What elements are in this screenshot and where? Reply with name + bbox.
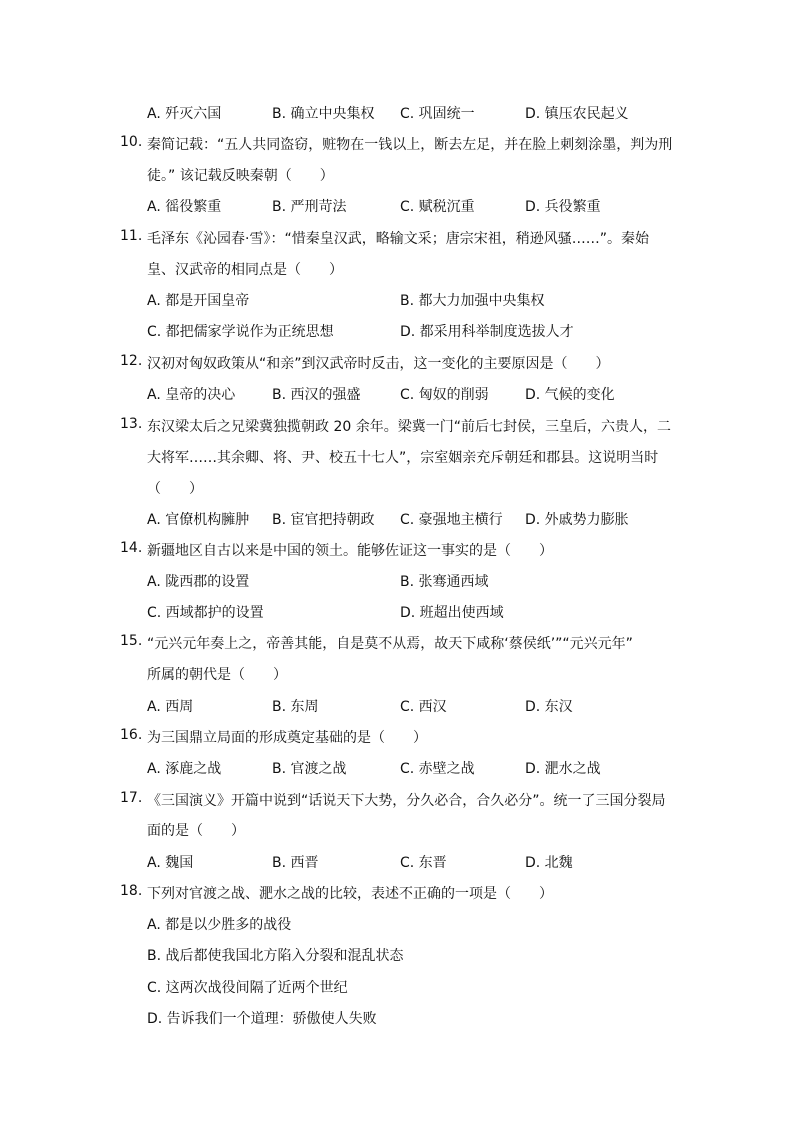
q17-number: 17.: [120, 790, 143, 806]
q16-text-line-1: 为三国鼎立局面的形成奠定基础的是（ ）: [147, 730, 427, 746]
q16-number: 16.: [120, 727, 143, 743]
q12-number: 12.: [120, 353, 143, 369]
q9-option-c: C. 巩固统一: [400, 106, 475, 122]
q12-option-b: B. 西汉的强盛: [272, 387, 361, 403]
q18-option-b: B. 战后都使我国北方陷入分裂和混乱状态: [147, 948, 404, 964]
q11-text-line-2: 皇、汉武帝的相同点是（ ）: [147, 262, 343, 278]
q13-text-line-2: 大将军……其余卿、将、尹、校五十七人”，宗室姻亲充斥朝廷和郡县。这说明当时: [147, 450, 659, 466]
q17-option-d: D. 北魏: [525, 855, 573, 871]
q9-option-b: B. 确立中央集权: [272, 106, 375, 122]
q10-number: 10.: [120, 134, 143, 150]
q15-option-a: A. 西周: [147, 699, 194, 715]
q9-option-a: A. 歼灭六国: [147, 106, 222, 122]
q17-option-c: C. 东晋: [400, 855, 447, 871]
q12-option-a: A. 皇帝的决心: [147, 387, 236, 403]
q13-option-d: D. 外戚势力膨胀: [525, 512, 629, 528]
q17-option-a: A. 魏国: [147, 855, 194, 871]
q12-text-line-1: 汉初对匈奴政策从“和亲”到汉武帝时反击，这一变化的主要原因是（ ）: [147, 356, 610, 372]
q15-number: 15.: [120, 633, 143, 649]
q14-option-d: D. 班超出使西域: [400, 605, 504, 621]
q11-option-a: A. 都是开国皇帝: [147, 293, 250, 309]
q10-text-line-1: 秦简记载：“五人共同盗窃，赃物在一钱以上，断去左足，并在脸上刺刻涂墨，判为刑: [147, 137, 673, 153]
q16-option-c: C. 赤壁之战: [400, 761, 475, 777]
q9-option-d: D. 镇压农民起义: [525, 106, 629, 122]
q15-option-c: C. 西汉: [400, 699, 447, 715]
q11-option-d: D. 都采用科举制度选拔人才: [400, 324, 574, 340]
q13-number: 13.: [120, 416, 143, 432]
q11-text-line-1: 毛泽东《沁园春·雪》：“惜秦皇汉武，略输文采；唐宗宋祖，稍逊风骚……”。秦始: [147, 231, 649, 247]
q12-option-c: C. 匈奴的削弱: [400, 387, 489, 403]
q16-option-d: D. 淝水之战: [525, 761, 601, 777]
q18-option-c: C. 这两次战役间隔了近两个世纪: [147, 980, 348, 996]
q14-number: 14.: [120, 540, 143, 556]
q11-option-b: B. 都大力加强中央集权: [400, 293, 545, 309]
q18-number: 18.: [120, 883, 143, 899]
q18-text-line-1: 下列对官渡之战、淝水之战的比较，表述不正确的一项是（ ）: [147, 886, 553, 902]
q10-option-b: B. 严刑苛法: [272, 199, 347, 215]
q10-text-line-2: 徒。” 该记载反映秦朝（ ）: [147, 168, 334, 184]
q15-text-line-2: 所属的朝代是（ ）: [147, 667, 287, 683]
q18-option-d: D. 告诉我们一个道理：骄傲使人失败: [147, 1011, 377, 1027]
q13-option-c: C. 豪强地主横行: [400, 512, 503, 528]
q15-text-line-1: “元兴元年奏上之，帝善其能，自是莫不从焉，故天下咸称‘蔡侯纸’”“元兴元年”: [147, 636, 633, 652]
q10-option-c: C. 赋税沉重: [400, 199, 475, 215]
q16-option-a: A. 涿鹿之战: [147, 761, 222, 777]
q14-option-c: C. 西域都护的设置: [147, 605, 264, 621]
q14-option-a: A. 陇西郡的设置: [147, 574, 250, 590]
q16-option-b: B. 官渡之战: [272, 761, 347, 777]
q14-option-b: B. 张骞通西域: [400, 574, 489, 590]
q14-text-line-1: 新疆地区自古以来是中国的领土。能够佐证这一事实的是（ ）: [147, 543, 553, 559]
q11-option-c: C. 都把儒家学说作为正统思想: [147, 324, 334, 340]
q10-option-d: D. 兵役繁重: [525, 199, 601, 215]
q15-option-b: B. 东周: [272, 699, 319, 715]
q15-option-d: D. 东汉: [525, 699, 573, 715]
q17-text-line-1: 《三国演义》开篇中说到“话说天下大势，分久必合，合久必分”。统一了三国分裂局: [147, 793, 666, 809]
q17-option-b: B. 西晋: [272, 855, 319, 871]
q13-option-b: B. 宦官把持朝政: [272, 512, 375, 528]
q13-option-a: A. 官僚机构臃肿: [147, 512, 250, 528]
q13-text-line-1: 东汉梁太后之兄梁冀独揽朝政 20 余年。梁冀一门“前后七封侯，三皇后，六贵人，二: [147, 419, 671, 435]
q17-text-line-2: 面的是（ ）: [147, 823, 245, 839]
q18-option-a: A. 都是以少胜多的战役: [147, 917, 292, 933]
q10-option-a: A. 徭役繁重: [147, 199, 222, 215]
q11-number: 11.: [120, 228, 143, 244]
q13-text-line-3: （ ）: [147, 481, 203, 497]
q12-option-d: D. 气候的变化: [525, 387, 615, 403]
